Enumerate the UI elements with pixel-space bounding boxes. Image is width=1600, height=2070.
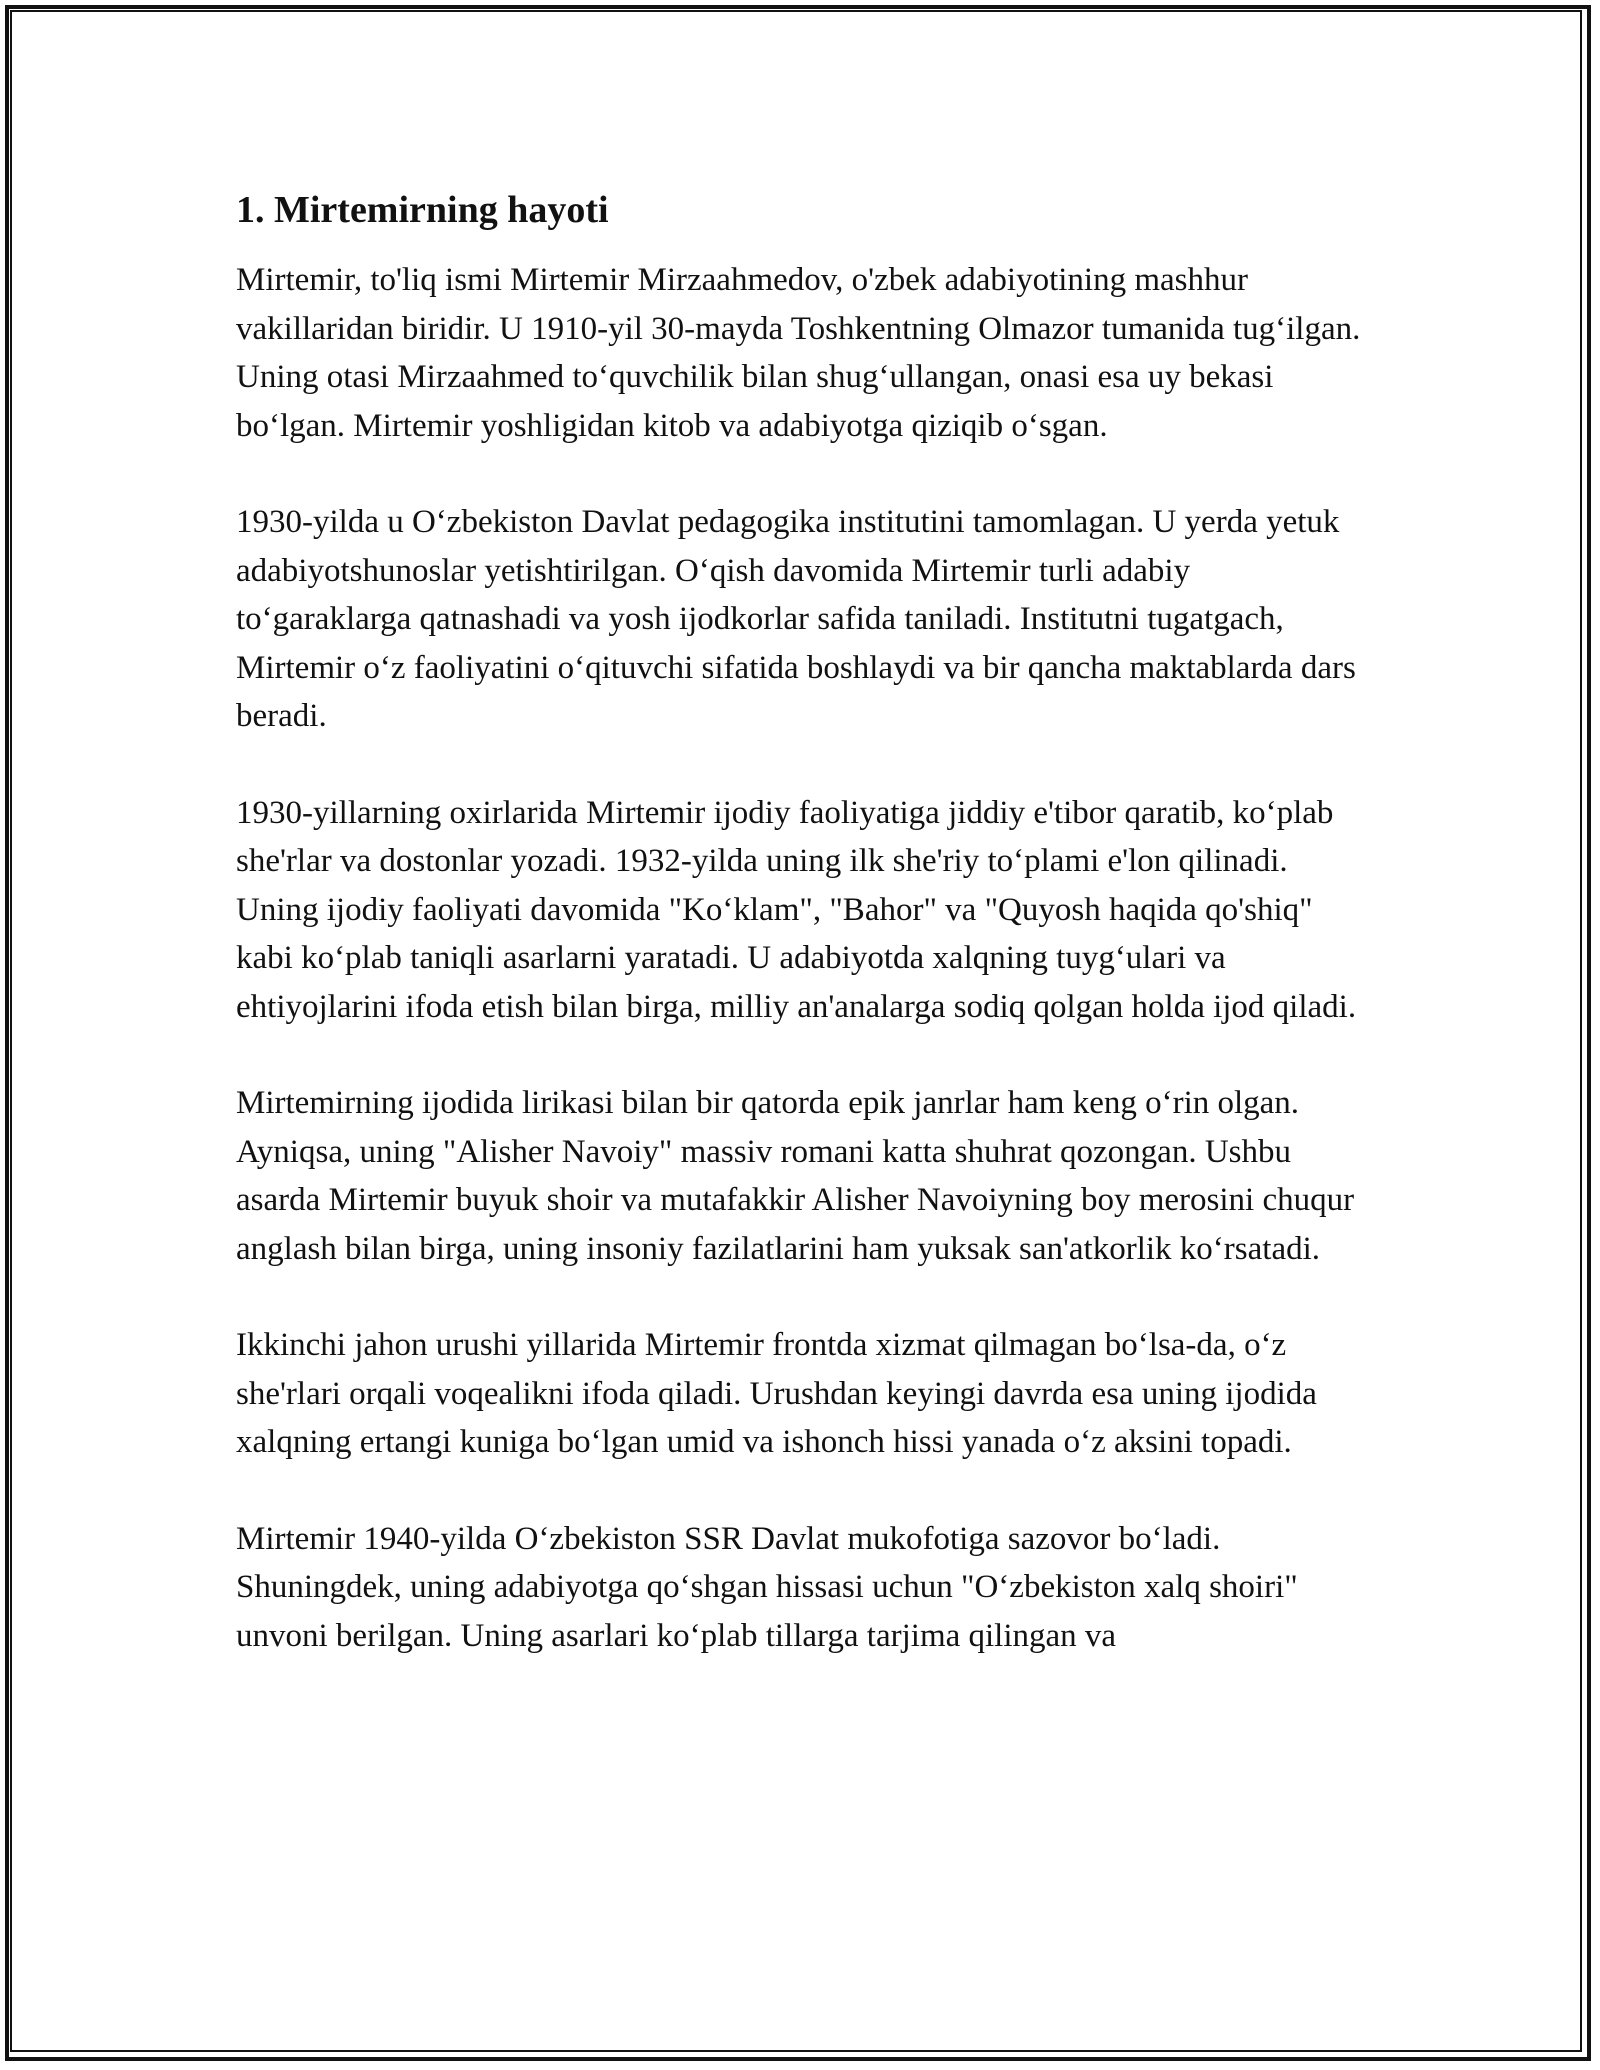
section-heading: 1. Mirtemirning hayoti [236, 189, 609, 231]
document-body [236, 186, 1366, 1708]
paragraph-3: 1930-yillarning oxirlarida Mirtemir ijodiy faoliyatiga jiddiy e'tibor qaratib, koʻplab she'rlar va dostonlar yozadi. 1932-yilda uning ilk she'riy toʻplami e'lon qilinadi. Uning ijodiy faoliyati davomida "Koʻklam", "Bahor" va "Quyosh haqida qo'shiq" kabi koʻplab taniqli asarlarni yaratadi. U adabiyotda xalqning tuygʻulari va ehtiyojlarini ifoda etish bilan birga, milliy an'analarga sodiq qolgan holda ijod qiladi. [236, 794, 1357, 1025]
paragraph-5: Ikkinchi jahon urushi yillarida Mirtemir frontda xizmat qilmagan boʻlsa-da, oʻz she'rlari orqali voqealikni ifoda qiladi. Urushdan keyingi davrda esa uning ijodida xalqning ertangi kuniga boʻlgan umid va ishonch hissi yanada oʻz aksini topadi. [236, 1327, 1317, 1460]
paragraph-2: 1930-yilda u Oʻzbekiston Davlat pedagogika institutini tamomlagan. U yerda yetuk adabiyotshunoslar yetishtirilgan. Oʻqish davomida Mirtemir turli adabiy toʻgaraklarga qatnashadi va yosh ijodkorlar safida taniladi. Institutni tugatgach, Mirtemir oʻz faoliyatini oʻqituvchi sifatida boshlaydi va bir qancha maktablarda dars beradi. [236, 504, 1356, 734]
paragraph-1: Mirtemir, to'liq ismi Mirtemir Mirzaahmedov, o'zbek adabiyotining mashhur vakillaridan biridir. U 1910-yil 30-mayda Toshkentning Olmazor tumanida tugʻilgan. Uning otasi Mirzaahmed toʻquvchilik bilan shugʻullangan, onasi esa uy bekasi boʻlgan. Mirtemir yoshligidan kitob va adabiyotga qiziqib oʻsgan. [236, 262, 1361, 444]
paragraph-6: Mirtemir 1940-yilda Oʻzbekiston SSR Davlat mukofotiga sazovor boʻladi. Shuningdek, uning adabiyotga qoʻshgan hissasi uchun "Oʻzbekiston xalq shoiri" unvoni berilgan. Uning asarlari koʻplab tillarga tarjima qilingan va [236, 1520, 1298, 1654]
paragraph-4: Mirtemirning ijodida lirikasi bilan bir qatorda epik janrlar ham keng oʻrin olgan. Ayniqsa, uning "Alisher Navoiy" massiv romani katta shuhrat qozongan. Ushbu asarda Mirtemir buyuk shoir va mutafakkir Alisher Navoiyning boy merosini chuqur anglash bilan birga, uning insoniy fazilatlarini ham yuksak san'atkorlik koʻrsatadi. [236, 1085, 1355, 1267]
